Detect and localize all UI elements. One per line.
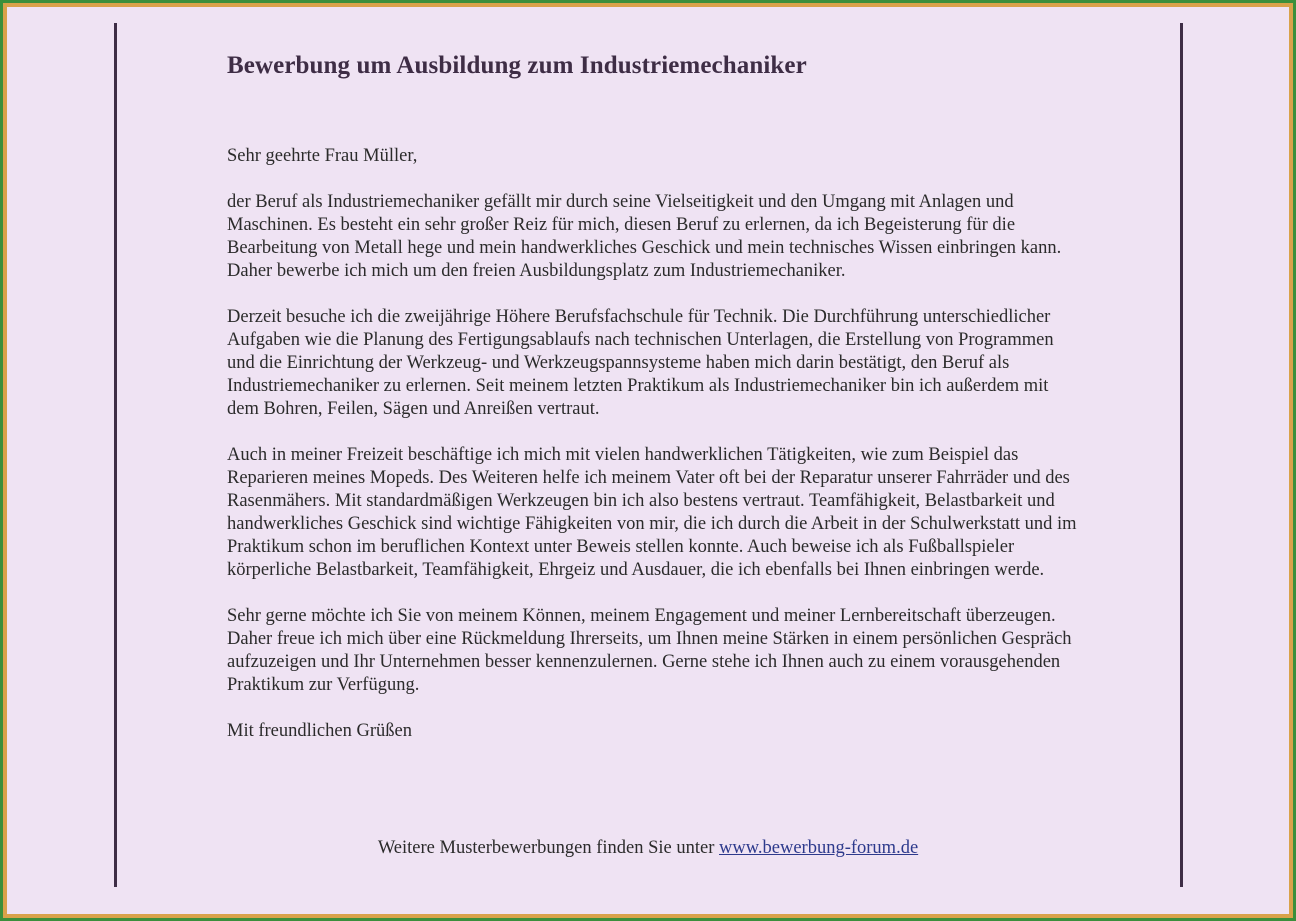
paragraph-education: Derzeit besuche ich die zweijährige Höhere Berufsfachschule für Technik. Die Durchführung unterschiedlicher Aufgaben wie die Planung des Fertigungsablaufs nach technischen Unterlagen, die Erstellung von Programmen und die Einrichtung der Werkzeug- und Werkzeugspannsysteme haben mich darin bestätigt, den Beruf als Industriemechaniker zu erlernen. Seit meinem letzten Praktikum als Industriemechaniker bin ich außerdem mit dem Bohren, Feilen, Sägen und Anreißen vertraut. [227,307,1054,419]
closing-greeting: Mit freundlichen Grüßen [227,721,412,741]
right-margin-rule [1180,23,1183,887]
paragraph-conclusion: Sehr gerne möchte ich Sie von meinem Können, meinem Engagement und meiner Lernbereitschaft überzeugen. Daher freue ich mich über eine Rückmeldung Ihrerseits, um Ihnen meine Stärken in einem persönlichen Gespräch aufzuzeigen und Ihr Unternehmen besser kennenzulernen. Gerne stehe ich Ihnen auch zu einem vorausgehenden Praktikum zur Verfügung. [227,606,1072,695]
footer-text: Weitere Musterbewerbungen finden Sie unter [377,838,715,858]
footer [7,837,1289,860]
letter-body [227,51,1077,743]
paragraph-hobbies: Auch in meiner Freizeit beschäftige ich mich mit vielen handwerklichen Tätigkeiten, wie zum Beispiel das Reparieren meines Mopeds. Des Weiteren helfe ich meinem Vater oft bei der Reparatur unserer Fahrräder und des Rasenmähers. Mit standardmäßigen Werkzeugen bin ich also bestens vertraut. Teamfähigkeit, Belastbarkeit und handwerkliches Geschick sind wichtige Fähigkeiten von mir, die ich durch die Arbeit in der Schulwerkstatt und im Praktikum schon im beruflichen Kontext unter Beweis stellen konnte. Auch beweise ich als Fußballspieler körperliche Belastbarkeit, Teamfähigkeit, Ehrgeiz und Ausdauer, die ich ebenfalls bei Ihnen einbringen werde. [227,445,1077,580]
footer-link[interactable]: www.bewerbung-forum.de [719,838,919,858]
document-page [7,7,1289,914]
paragraph-motivation: der Beruf als Industriemechaniker gefällt mir durch seine Vielseitigkeit und den Umgang mit Anlagen und Maschinen. Es besteht ein sehr großer Reiz für mich, diesen Beruf zu erlernen, da ich Begeisterung für die Bearbeitung von Metall hege und mein handwerkliches Geschick und mein technisches Wissen einbringen kann. Daher bewerbe ich mich um den freien Ausbildungsplatz zum Industriemechaniker. [227,192,1062,281]
letter-title: Bewerbung um Ausbildung zum Industriemechaniker [227,52,807,79]
salutation: Sehr geehrte Frau Müller, [227,146,418,166]
left-margin-rule [114,23,117,887]
